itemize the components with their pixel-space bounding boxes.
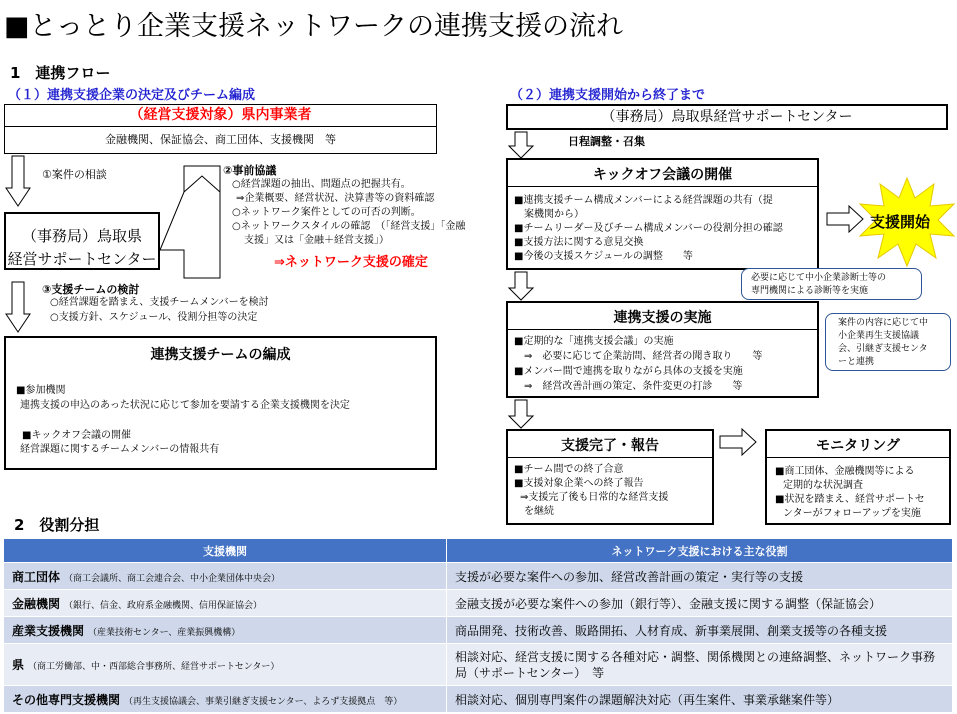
implementation-box (506, 301, 819, 398)
role-text: 金融支援が必要な案件への参加（銀行等）、金融支援に関する調整（保証協会） (447, 590, 953, 617)
org-name: 産業支援機関 (12, 623, 85, 638)
org-name: その他専門支援機関 (12, 692, 121, 707)
step2-result: ⇒ネットワーク支援の確定 (274, 255, 428, 270)
table-header-org: 支援機関 (4, 539, 447, 563)
done-line-4: を継続 (524, 506, 554, 517)
org-sub: （商工会議所、商工会連合会、中小企業団体中央会） (64, 573, 281, 584)
kickoff-line-2: 案機関から） (524, 209, 584, 220)
mon-line-1: ■商工団体、金融機関等による (775, 466, 915, 477)
support-start-label: 支援開始 (870, 213, 931, 231)
diagnosis-note (741, 268, 922, 300)
table-row (4, 644, 953, 686)
mon-line-3: ■状況を踏まえ、経営サポートセ (775, 494, 925, 505)
roles-table (3, 538, 953, 713)
completion-box (506, 429, 714, 525)
team-line-3: ■キックオフ会議の開催 (22, 430, 131, 441)
arrow-down-icon (6, 282, 30, 332)
table-row (4, 686, 953, 713)
monitoring-box (765, 429, 951, 525)
org-sub: （銀行、信金、政府系金融機関、信用保証協会） (64, 600, 263, 611)
note2-line-2: 小企業再生支援協議 (838, 331, 920, 341)
step2-line-4: ○ネットワークスタイルの確認 （「経営支援」「金融 (232, 221, 466, 232)
org-name: 県 (12, 658, 25, 672)
table-row (4, 563, 953, 590)
kickoff-box (506, 158, 819, 270)
revitalization-note (825, 313, 951, 371)
section2-heading: 2 役割分担 (14, 516, 100, 534)
team-title: 連携支援チームの編成 (150, 347, 291, 363)
office-line2: 経営サポートセンター (7, 250, 157, 268)
mon-line-2: 定期的な状況調査 (783, 480, 863, 491)
office-box-left (4, 212, 160, 270)
step2-title: ②事前協議 (223, 164, 277, 177)
step2-line-1: ○経営課題の抽出、問題点の把握共有。 (232, 179, 411, 190)
step3-title: ③支援チームの検討 (42, 283, 140, 296)
step3-line-2: ○支援方針、スケジュール、役割分担等の決定 (50, 312, 258, 323)
note1-line-2: 専門機関による診断等を実施 (751, 286, 869, 296)
role-text: 商品開発、技術改善、販路開拓、人材育成、新事業展開、創業支援等の各種支援 (447, 617, 953, 644)
consultation-connector-icon (160, 166, 220, 278)
note2-line-3: 会、引継ぎ支援センタ (838, 344, 928, 354)
team-formation-box (4, 336, 437, 470)
note2-line-4: ーと連携 (838, 357, 875, 367)
target-label: （経営支援対象） (129, 107, 242, 123)
org-sub: （商工労働部、中・西部総合事務所、経営サポートセンター） (28, 662, 280, 672)
kickoff-line-1: ■連携支援チーム構成メンバーによる経営課題の共有（提 (514, 195, 773, 206)
office-right-label: （事務局）鳥取県経営サポートセンター (601, 109, 853, 125)
target-value: 県内事業者 (241, 107, 312, 123)
team-line-1: ■参加機関 (16, 385, 66, 396)
mon-title: モニタリング (816, 438, 900, 454)
done-title: 支援完了・報告 (561, 438, 659, 454)
done-line-1: ■チーム間での終了合意 (514, 464, 624, 475)
team-line-2: 連携支援の申込のあった状況に応じて参加を要請する企業支援機関を決定 (20, 400, 350, 411)
role-text: 支援が必要な案件への参加、経営改善計画の策定・実行等の支援 (447, 563, 953, 590)
done-line-3: ⇒支援完了後も日常的な経営支援 (520, 492, 669, 503)
table-row (4, 617, 953, 644)
impl-line-4: ⇒ 経営改善計画の策定、条件変更の打診 等 (524, 381, 743, 392)
left-heading: （１）連携支援企業の決定及びチーム編成 (8, 88, 256, 103)
arrow-down-icon (509, 132, 533, 158)
org-sub: （再生支援協議会、事業引継ぎ支援センター、よろず支援拠点 等） (124, 696, 403, 707)
note2-line-1: 案件の内容に応じて中 (838, 318, 929, 328)
step1-label: ①案件の相談 (42, 168, 107, 181)
role-text: 相談対応、経営支援に関する各種対応・調整、関係機関との連絡調整、ネットワーク事務局（サポートセンター） 等 (447, 644, 953, 686)
right-heading: （２）連携支援開始から終了まで (510, 88, 706, 103)
team-line-4: 経営課題に関するチームメンバーの情報共有 (20, 444, 220, 455)
table-row (4, 590, 953, 617)
section1-heading: 1 連携フロー (10, 64, 111, 82)
step2-line-2: ⇒企業概要、経営状況、決算書等の資料確認 (236, 193, 435, 204)
role-text: 相談対応、個別専門案件の課題解決対応（再生案件、事業承継案件等） (447, 686, 953, 713)
org-sub: （産業技術センター、産業振興機構） (88, 627, 241, 638)
impl-line-3: ■メンバー間で連携を取りながら具体の支援を実施 (514, 366, 743, 377)
done-line-2: ■支援対象企業への終了報告 (514, 478, 644, 489)
office-line1: （事務局）鳥取県 (21, 227, 142, 245)
schedule-label: 日程調整・召集 (568, 135, 645, 148)
step3-line-1: ○経営課題を踏まえ、支援チームメンバーを検討 (50, 297, 269, 308)
arrow-down-icon (6, 156, 30, 206)
kickoff-line-3: ■チームリーダー及びチーム構成メンバーの役割分担の確認 (514, 223, 783, 234)
impl-title: 連携支援の実施 (613, 310, 712, 326)
arrow-right-icon (720, 429, 756, 455)
org-name: 金融機関 (12, 596, 61, 611)
target-business-box (4, 104, 437, 154)
kickoff-line-4: ■支援方法に関する意見交換 (514, 237, 644, 248)
impl-line-1: ■定期的な「連携支援会議」の実施 (514, 336, 674, 347)
target-orgs: 金融機関、保証協会、商工団体、支援機関 等 (105, 133, 336, 146)
org-name: 商工団体 (12, 569, 61, 584)
arrow-down-icon (509, 272, 533, 300)
kickoff-title: キックオフ会議の開催 (592, 167, 733, 183)
step2-line-5: 支援」又は「金融＋経営支援」） (244, 235, 389, 246)
note1-line-1: 必要に応じて中小企業診断士等の (751, 273, 887, 283)
step2-line-3: ○ネットワーク案件としての可否の判断。 (232, 207, 421, 218)
mon-line-4: ンターがフォローアップを実施 (783, 508, 921, 519)
kickoff-line-5: ■今後の支援スケジュールの調整 等 (514, 251, 693, 262)
table-header-role: ネットワーク支援における主な役割 (447, 539, 953, 563)
page-title: ■とっとり企業支援ネットワークの連携支援の流れ (4, 11, 623, 42)
office-box-right (506, 104, 948, 130)
impl-line-2: ⇒ 必要に応じて企業訪問、経営者の聞き取り 等 (524, 351, 763, 362)
arrow-down-icon (509, 400, 533, 428)
